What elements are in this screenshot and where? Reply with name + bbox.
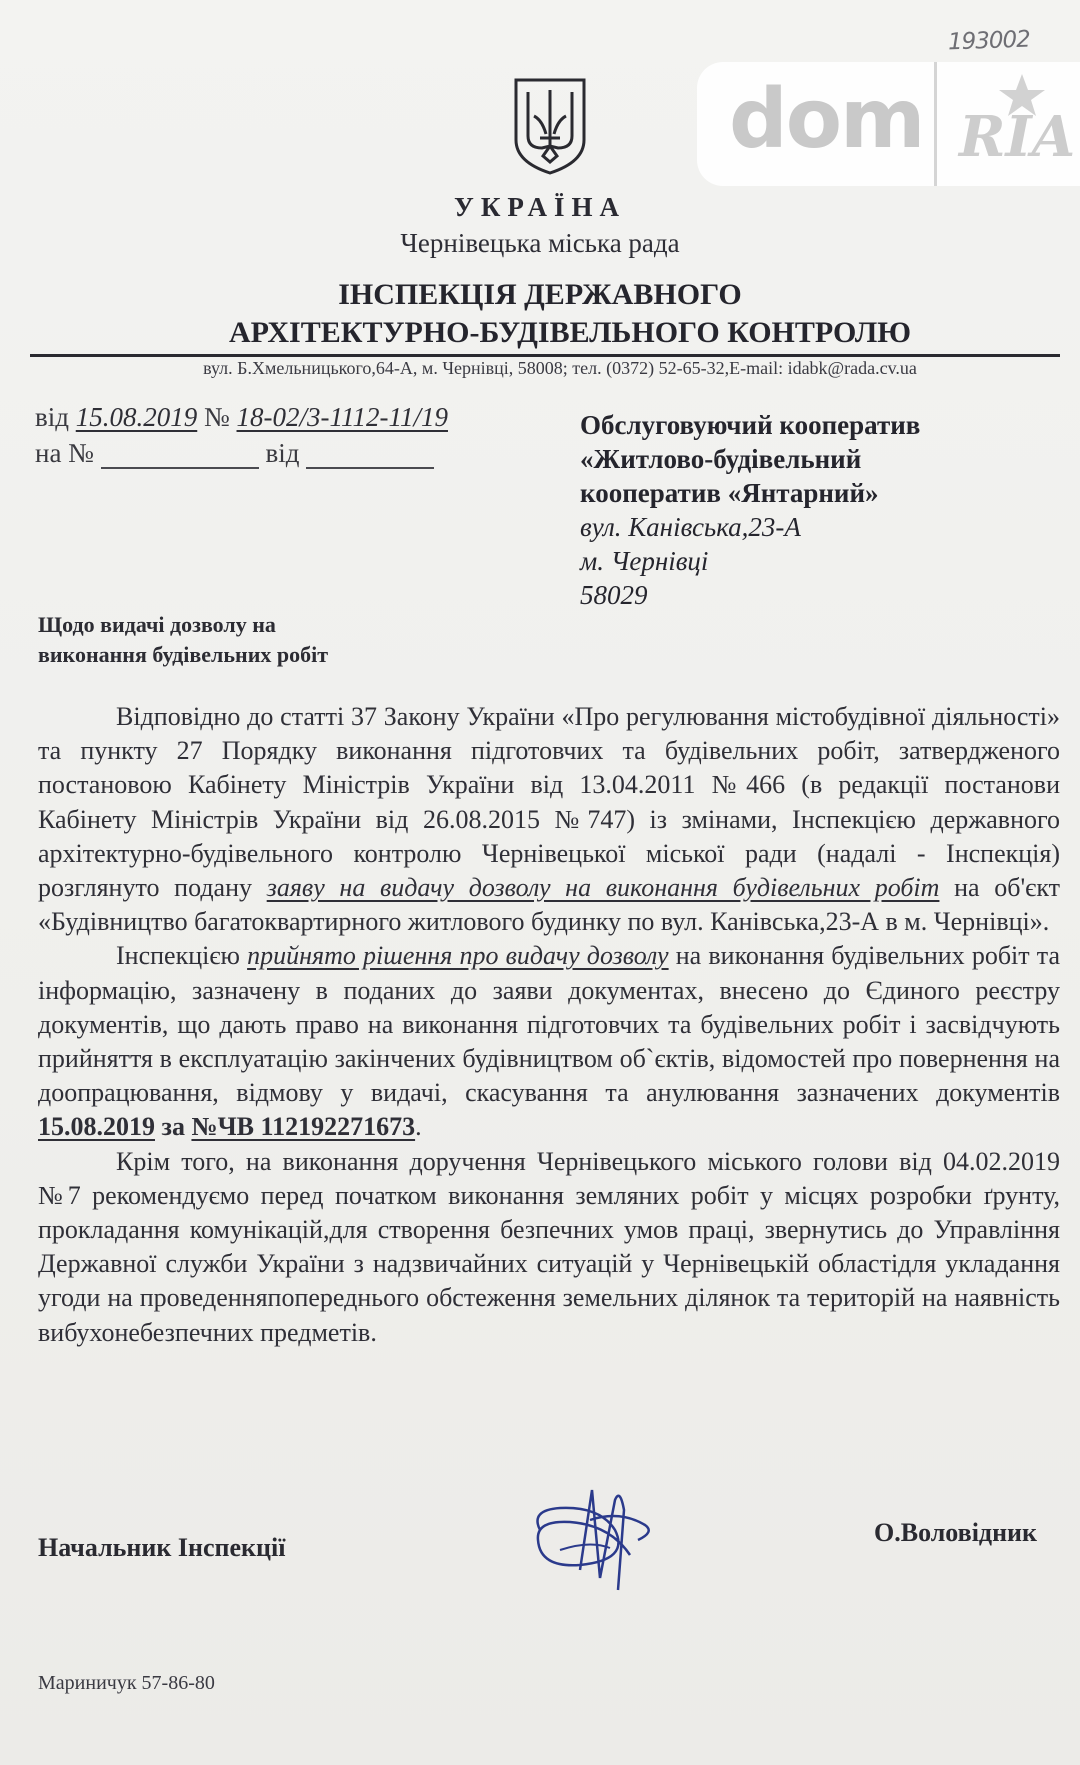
addressee-line1: Обслуговуючий кооператив — [580, 410, 921, 440]
body-p2-text-mid: на виконання будівельних робіт та інформацію, зазначену в поданих до заяви документах, внесено до Єдиного реєстру документів, що дають право на виконання підготовчих та будівельних робіт і засвідчують прийняття в експлуатацію закінчених будівництвом об`єктів, відомостей про повернення на доопрацювання, відмову у видачі, скасування та анулювання зазначених документів — [38, 941, 1061, 1108]
handwritten-signature — [520, 1470, 670, 1600]
signature-name: О.Воловідник — [874, 1518, 1038, 1547]
header-inspection-line2: АРХІТЕКТУРНО-БУДІВЕЛЬНОГО КОНТРОЛЮ — [228, 316, 912, 349]
addressee-line3: кооператив «Янтарний» — [580, 478, 879, 508]
body-p1-underlined: заяву на видачу дозволу на виконання будівельних робіт — [266, 873, 940, 903]
reference-incoming — [35, 438, 434, 469]
subject-line1: Щодо видачі дозволу на — [38, 612, 276, 637]
reference-date: 15.08.2019 — [75, 402, 198, 432]
body-p2-text: Інспекцією — [116, 941, 248, 971]
watermark-brand-left: dom — [729, 72, 924, 167]
header-inspection-line1: ІНСПЕКЦІЯ ДЕРЖАВНОГО — [338, 278, 742, 311]
watermark — [697, 62, 1080, 186]
addressee-line2: «Житлово-будівельний — [580, 444, 862, 474]
addressee-street: вул. Канівська,23-А — [580, 512, 801, 542]
reference-from-label: від — [35, 402, 69, 432]
reference-to-date-blank — [306, 443, 434, 469]
header-country: УКРАЇНА — [454, 192, 626, 222]
body-paragraph-3: Крім того, на виконання доручення Чернівецького міського голови від 04.02.2019 №7 рекомендуємо перед початком виконання земляних робіт у місцях розробки ґрунту, прокладання комунікацій,для створення безпечних умов праці, звернутись до Управління Державної служби України з надзвичайних ситуацій у Чернівецькій областідля укладання угоди на проведенняпопереднього обстеження земельних ділянок та територій на наявність вибухонебезпечних предметів. — [38, 1146, 1060, 1347]
letter-body — [38, 700, 1060, 1350]
header-council: Чернівецька міська рада — [400, 228, 680, 258]
reference-to-number-blank — [101, 443, 259, 469]
watermark-brand-right: RIA — [959, 104, 1076, 170]
header-address: вул. Б.Хмельницького,64-А, м. Чернівці, 58008; тел. (0372) 52-65-32,E-mail: idabk@rada.cv.ua — [203, 358, 917, 378]
registry-number: №ЧВ 112192271673 — [191, 1112, 416, 1142]
reference-to-label: на № — [35, 438, 94, 468]
trident-coat-of-arms-icon — [512, 76, 588, 176]
signature-role: Начальник Інспекції — [38, 1533, 286, 1562]
addressee-postcode: 58029 — [580, 580, 648, 610]
watermark-divider — [934, 62, 937, 186]
reference-outgoing — [35, 402, 448, 433]
body-p2-underlined: прийнято рішення про видачу дозволу — [247, 941, 669, 971]
handwritten-note: 193002 — [947, 26, 1031, 56]
body-p2-end: . — [415, 1112, 422, 1142]
registry-date: 15.08.2019 — [38, 1112, 155, 1142]
addressee-city: м. Чернівці — [580, 546, 709, 576]
subject-line2: виконання будівельних робіт — [38, 642, 329, 667]
body-p2-za: за — [155, 1112, 192, 1142]
reference-number-sign: № — [204, 402, 230, 432]
header-divider — [30, 354, 1060, 357]
performer-contact: Мариничук 57-86-80 — [38, 1672, 215, 1694]
body-paragraph-1 — [38, 700, 1060, 939]
body-p1-text: Відповідно до статті 37 Закону України «Про регулювання містобудівної діяльності» та пункту 27 Порядку виконання підготовчих та будівельних робіт, затвердженого постановою Кабінету Міністрів України від 13.04.2011 №466 (в редакції постанови Кабінету Міністрів України від 26.08.2015 №747) із змінами, Інспекцією державного архітектурно-будівельного контролю Чернівецької міської ради (надалі - Інспекція) розглянуто подану — [38, 702, 1060, 903]
body-paragraph-2 — [38, 939, 1060, 1144]
reference-to-from-label: від — [265, 438, 300, 468]
body-p1-text-end: на об'єкт «Будівництво багатоквартирного житлового будинку по вул. Канівська,23-А в м. Чернівці». — [38, 873, 1060, 937]
reference-number: 18-02/3-1112-11/19 — [236, 402, 448, 432]
